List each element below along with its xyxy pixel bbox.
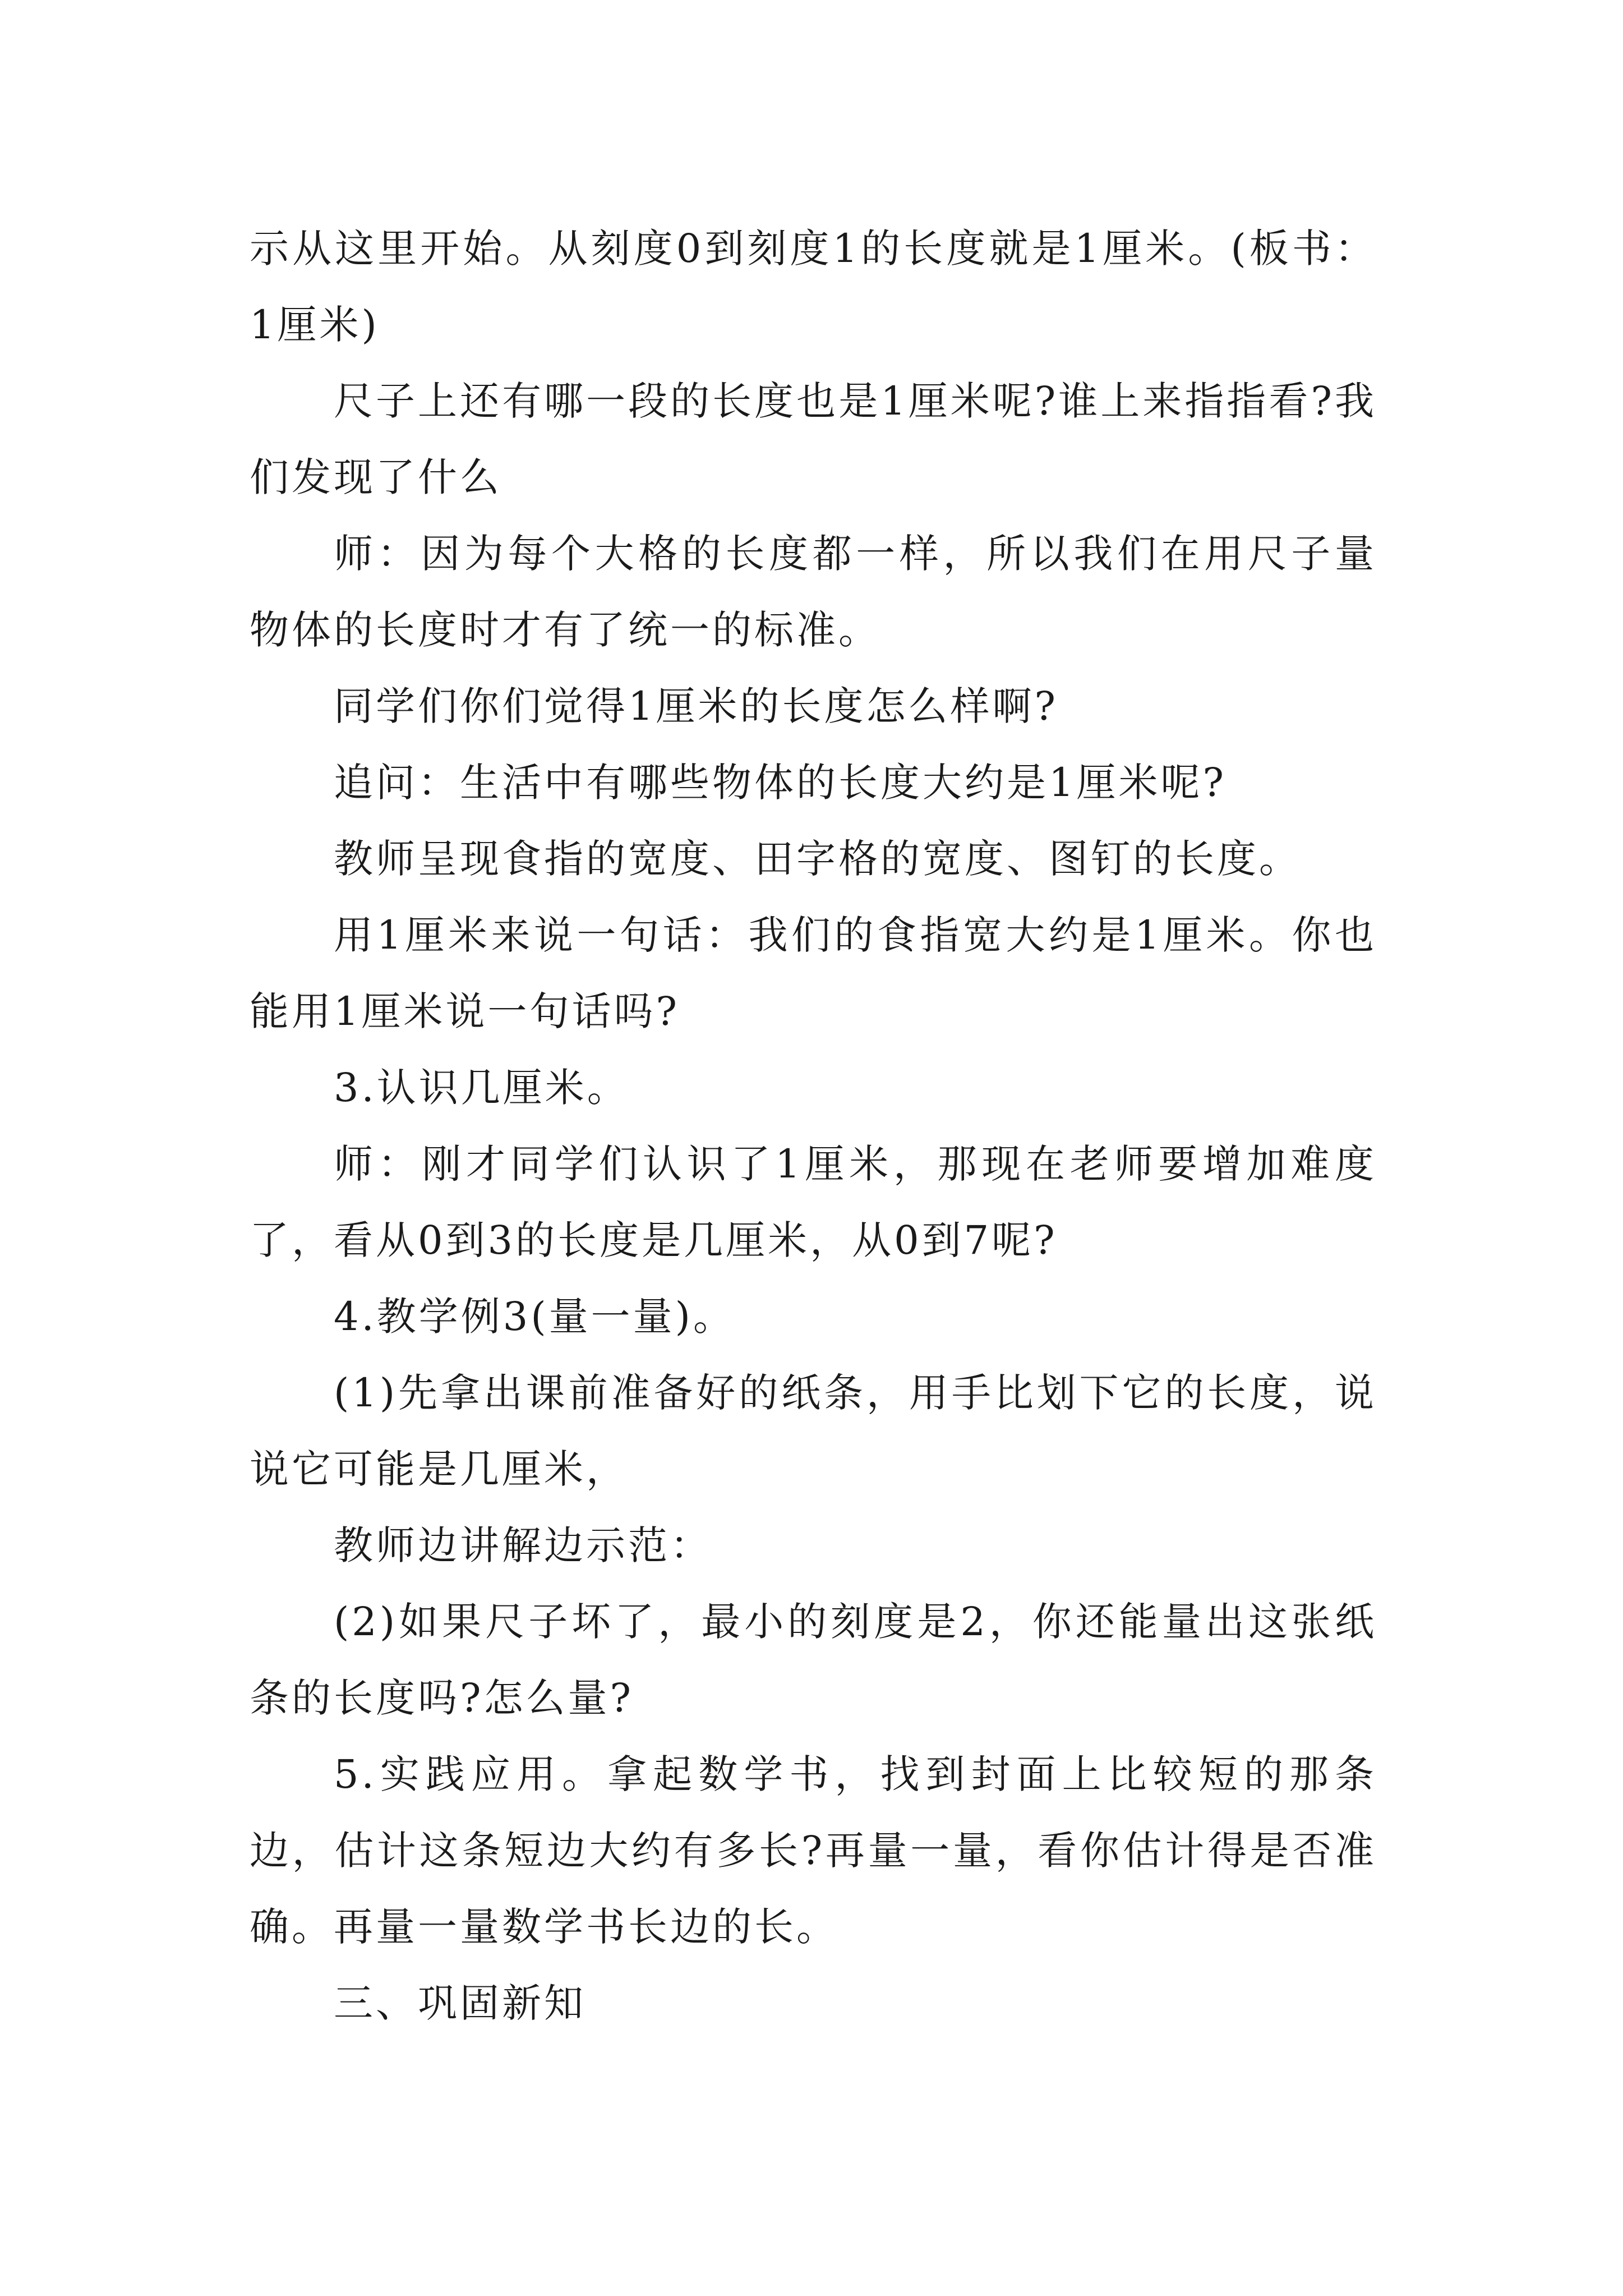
paragraph-continuation: 示从这里开始。从刻度0到刻度1的长度就是1厘米。(板书：1厘米) [250, 226, 1377, 348]
section-step-heading: 3.认识几厘米。 [334, 1065, 629, 1111]
paragraph: 教师边讲解边示范： [334, 1522, 712, 1568]
paragraph: 追问：生活中有哪些物体的长度大约是1厘米呢? [334, 760, 1227, 806]
paragraph: 5.实践应用。拿起数学书，找到封面上比较短的那条边，估计这条短边大约有多长?再量一量，看你估计得是否准确。再量一量数学书长边的长。 [250, 1751, 1377, 1950]
paragraph: 师：刚才同学们认识了1厘米，那现在老师要增加难度了，看从0到3的长度是几厘米，从0到7呢? [250, 1141, 1377, 1263]
section-heading: 三、巩固新知 [334, 1980, 586, 2026]
paragraph: 尺子上还有哪一段的长度也是1厘米呢?谁上来指指看?我们发现了什么 [250, 378, 1377, 500]
paragraph: 教师呈现食指的宽度、田字格的宽度、图钉的长度。 [334, 836, 1301, 882]
paragraph: 师：因为每个大格的长度都一样，所以我们在用尺子量物体的长度时才有了统一的标准。 [250, 531, 1377, 653]
section-step-heading: 4.教学例3(量一量)。 [334, 1294, 735, 1340]
paragraph: 同学们你们觉得1厘米的长度怎么样啊? [334, 683, 1059, 729]
paragraph: (2)如果尺子坏了，最小的刻度是2，你还能量出这张纸条的长度吗?怎么量? [250, 1599, 1377, 1721]
paragraph: (1)先拿出课前准备好的纸条，用手比划下它的长度，说说它可能是几厘米， [250, 1370, 1377, 1492]
paragraph: 用1厘米来说一句话：我们的食指宽大约是1厘米。你也能用1厘米说一句话吗? [250, 912, 1377, 1034]
document-body [250, 210, 1377, 2041]
